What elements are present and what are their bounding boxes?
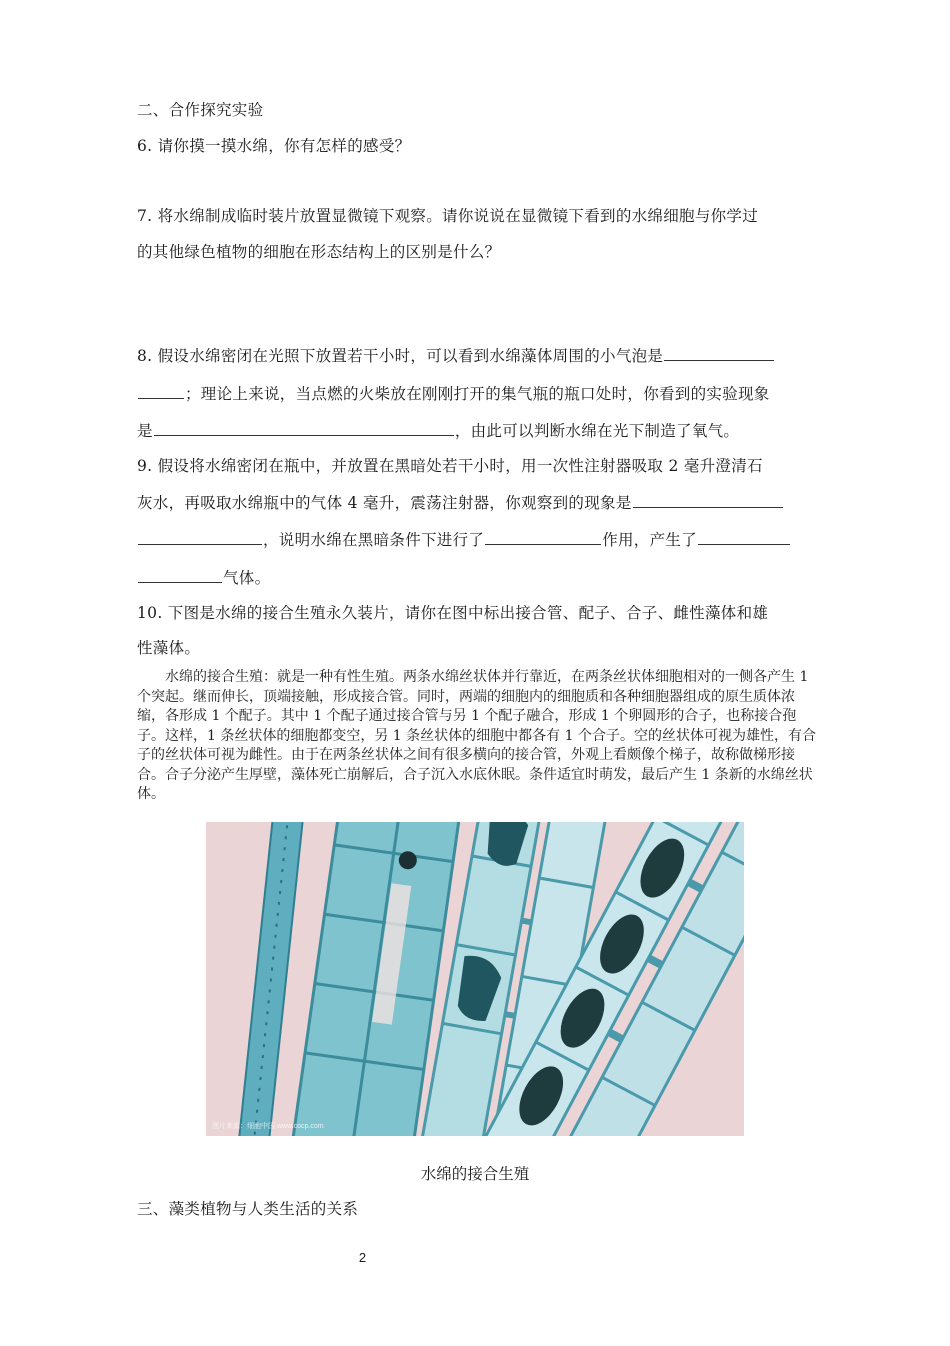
- answer-blank[interactable]: [138, 397, 184, 399]
- answer-blank[interactable]: [698, 543, 790, 545]
- answer-blank[interactable]: [138, 543, 262, 545]
- question-9-text-2: 灰水，再吸取水绵瓶中的气体 4 毫升，震荡注射器，你观察到的现象是: [137, 494, 632, 512]
- question-6: 6. 请你摸一摸水绵，你有怎样的感受？: [137, 137, 411, 155]
- answer-blank[interactable]: [633, 506, 783, 508]
- question-9-line-3: [137, 528, 791, 550]
- question-7-line-1: 7. 将水绵制成临时装片放置显微镜下观察。请你说说在显微镜下看到的水绵细胞与你学过: [137, 207, 759, 225]
- section-heading-2: 二、合作探究实验: [137, 101, 264, 119]
- question-9-line-2: [137, 491, 784, 513]
- explanation-text: 水绵的接合生殖：就是一种有性生殖。两条水绵丝状体并行靠近，在两条丝状体细胞相对的一侧各产生 1 个突起。继而伸长，顶端接触，形成接合管。同时，两端的细胞内的细胞质和各种细胞器组成的原生质体浓缩，各形成 1 个配子。其中 1 个配子通过接合管与另 1 个配子融合，形成 1 个卵圆形的合子，也称接合孢子。这样，1 条丝状体的细胞都变空，另 1 条丝状体的细胞中都各有 1 个合子。空的丝状体可视为雄性，有合子的丝状体可视为雌性。由于在两条丝状体之间有很多横向的接合管，外观上看颇像个梯子，故称做梯形接合。合子分泌产生厚壁，藻体死亡崩解后，合子沉入水底休眠。条件适宜时萌发，最后产生 1 条新的水绵丝状体。: [137, 669, 816, 802]
- spirogyra-conjugation-image: [206, 822, 744, 1136]
- micrograph-figure: [206, 822, 744, 1136]
- question-9-text-3b: 作用，产生了: [602, 531, 698, 549]
- section-heading-3: 三、藻类植物与人类生活的关系: [137, 1200, 359, 1218]
- question-8-line-1: [137, 344, 775, 366]
- question-9-text-4: 气体。: [223, 569, 271, 587]
- question-10-line-2: 性藻体。: [137, 639, 201, 657]
- figure-caption: 水绵的接合生殖: [420, 1165, 530, 1183]
- question-9-line-4: [137, 566, 270, 588]
- question-10-line-1: 10. 下图是水绵的接合生殖永久装片，请你在图中标出接合管、配子、合子、雌性藻体和雄: [137, 604, 769, 622]
- image-watermark: 图片来源：细胞中国 www.cocp.com: [212, 1123, 324, 1130]
- question-8-line-3: [137, 419, 739, 441]
- answer-blank[interactable]: [664, 359, 774, 361]
- answer-blank[interactable]: [138, 581, 222, 583]
- question-8-text-2: ；理论上来说，当点燃的火柴放在刚刚打开的集气瓶的瓶口处时，你看到的实验现象: [185, 385, 770, 403]
- question-7-line-2: 的其他绿色植物的细胞在形态结构上的区别是什么？: [137, 243, 501, 261]
- question-9-line-1: 9. 假设将水绵密闭在瓶中，并放置在黑暗处若干小时，用一次性注射器吸取 2 毫升澄清石: [137, 457, 763, 475]
- question-8-text-3a: 是: [137, 422, 153, 440]
- answer-blank[interactable]: [485, 543, 601, 545]
- question-9-text-3a: ，说明水绵在黑暗条件下进行了: [263, 531, 485, 549]
- question-8-text-1: 8. 假设水绵密闭在光照下放置若干小时，可以看到水绵藻体周围的小气泡是: [137, 347, 664, 365]
- answer-blank[interactable]: [154, 434, 454, 436]
- page-number: 2: [358, 1250, 367, 1265]
- question-8-text-3b: ，由此可以判断水绵在光下制造了氧气。: [454, 422, 740, 440]
- question-8-line-2: [137, 382, 770, 404]
